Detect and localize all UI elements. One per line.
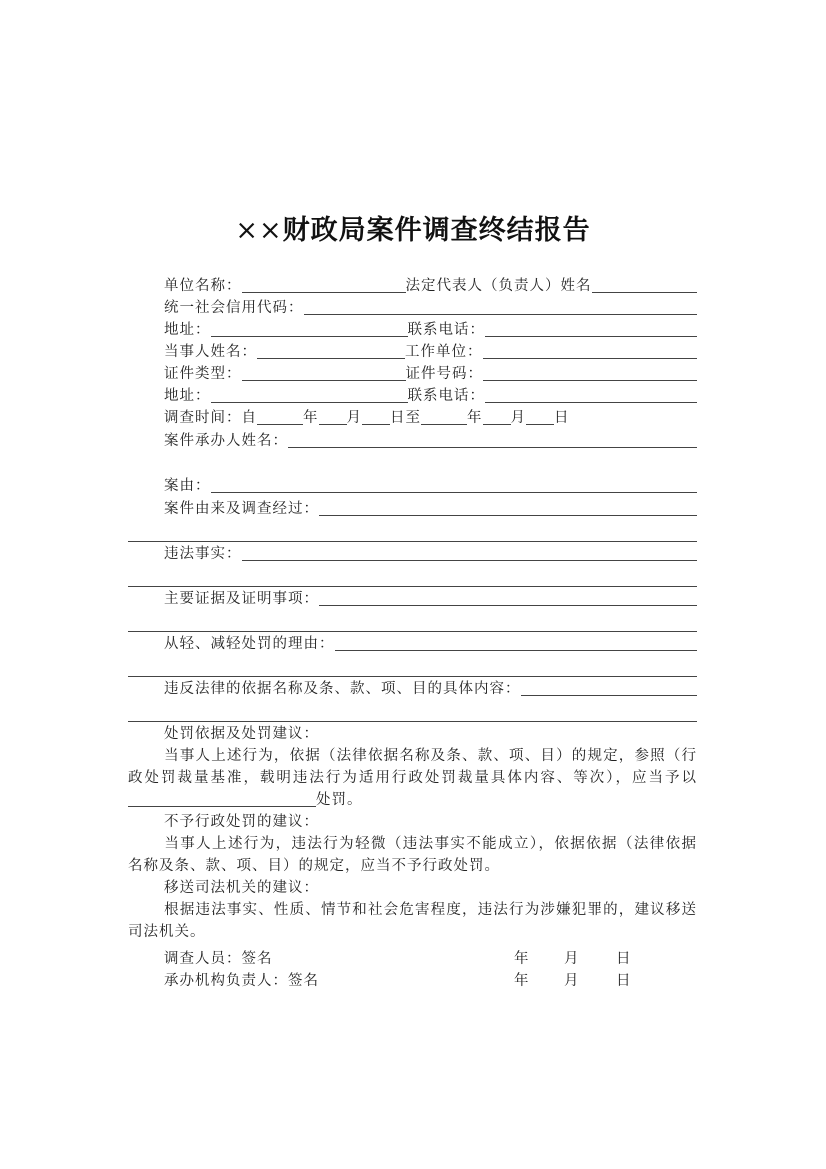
title-prefix: ××	[235, 215, 283, 246]
id-number-label: 证件号码：	[405, 366, 483, 382]
law-basis-label: 违反法律的依据名称及条、款、项、目的具体内容：	[164, 681, 521, 697]
sign-day: 日	[616, 973, 632, 989]
penalty-section	[128, 723, 697, 943]
signature-supervisor	[164, 970, 644, 992]
address2-label: 地址：	[164, 388, 211, 404]
start-year-field[interactable]	[257, 409, 303, 425]
supervisor-sign-label: 承办机构负责人：签名	[164, 973, 319, 989]
work-unit-field[interactable]	[483, 343, 698, 359]
row-illegal-facts	[164, 542, 697, 564]
row-case-cause	[164, 474, 697, 496]
row-address1	[164, 318, 697, 340]
party-name-label: 当事人姓名：	[164, 344, 257, 360]
credit-code-label: 统一社会信用代码：	[164, 300, 304, 316]
row-address2	[164, 384, 697, 406]
evidence-field[interactable]	[319, 590, 697, 606]
sign-day: 日	[616, 951, 632, 967]
row-credit	[164, 296, 697, 318]
row-law-basis	[164, 677, 697, 699]
sign-month: 月	[564, 973, 580, 989]
unit-name-field[interactable]	[242, 277, 406, 293]
mitigation-label: 从轻、减轻处罚的理由：	[164, 636, 335, 652]
law-basis-field[interactable]	[521, 680, 698, 696]
unit-name-label: 单位名称：	[164, 278, 242, 294]
time-label: 调查时间：自	[164, 410, 257, 426]
phone2-label: 联系电话：	[407, 388, 485, 404]
case-cause-label: 案由：	[164, 478, 211, 494]
row-time	[164, 406, 697, 428]
title-main: 财政局案件调查终结报告	[282, 215, 591, 246]
no-penalty-heading: 不予行政处罚的建议：	[164, 814, 319, 830]
end-month-field[interactable]	[483, 409, 511, 425]
sign-year: 年	[514, 973, 530, 989]
illegal-facts-label: 违法事实：	[164, 546, 242, 562]
day-label: 日	[554, 410, 570, 426]
phone1-label: 联系电话：	[407, 322, 485, 338]
phone1-field[interactable]	[485, 321, 697, 337]
case-cause-field[interactable]	[211, 477, 698, 493]
work-unit-label: 工作单位：	[405, 344, 483, 360]
penalty-type-field[interactable]	[128, 791, 316, 807]
start-month-field[interactable]	[319, 409, 347, 425]
handler-label: 案件承办人姓名：	[164, 433, 288, 449]
address1-label: 地址：	[164, 322, 211, 338]
end-day-field[interactable]	[526, 409, 554, 425]
day-to-label: 日至	[390, 410, 421, 426]
illegal-facts-field[interactable]	[242, 545, 698, 561]
row-case-origin	[164, 497, 697, 519]
handler-field[interactable]	[288, 432, 697, 448]
month-label: 月	[346, 410, 362, 426]
id-number-field[interactable]	[483, 365, 697, 381]
address2-field[interactable]	[211, 387, 408, 403]
evidence-label: 主要证据及证明事项：	[164, 591, 319, 607]
row-id	[164, 362, 697, 384]
phone2-field[interactable]	[485, 387, 697, 403]
penalty-heading: 处罚依据及处罚建议：	[164, 726, 319, 742]
signature-investigator	[164, 948, 644, 970]
end-year-field[interactable]	[421, 409, 467, 425]
investigator-sign-label: 调查人员：签名	[164, 951, 273, 967]
page-title	[0, 208, 826, 247]
mitigation-field[interactable]	[335, 635, 698, 651]
year-label: 年	[303, 410, 319, 426]
start-day-field[interactable]	[362, 409, 390, 425]
row-unit	[164, 274, 697, 296]
month-label: 月	[510, 410, 526, 426]
transfer-text: 根据违法事实、性质、情节和社会危害程度，违法行为涉嫌犯罪的，建议移送司法机关。	[128, 902, 697, 940]
year-label: 年	[467, 410, 483, 426]
law-basis-line[interactable]	[128, 721, 697, 722]
legal-rep-field[interactable]	[592, 277, 698, 293]
row-handler	[164, 429, 697, 451]
case-origin-label: 案件由来及调查经过：	[164, 501, 319, 517]
address1-field[interactable]	[211, 321, 408, 337]
id-type-label: 证件类型：	[164, 366, 242, 382]
penalty-text-end: 处罚。	[316, 792, 363, 808]
row-party	[164, 340, 697, 362]
row-evidence	[164, 587, 697, 609]
legal-rep-label: 法定代表人（负责人）姓名	[405, 278, 592, 294]
case-origin-field[interactable]	[319, 500, 697, 516]
sign-year: 年	[514, 951, 530, 967]
penalty-text: 当事人上述行为，依据（法律依据名称及条、款、项、目）的规定，参照（行政处罚裁量基准，载明违法行为适用行政处罚裁量具体内容、等次），应当予以	[128, 748, 697, 786]
credit-code-field[interactable]	[304, 299, 698, 315]
sign-month: 月	[564, 951, 580, 967]
no-penalty-text: 当事人上述行为，违法行为轻微（违法事实不能成立），依据依据（法律依据名称及条、款、项、目）的规定，应当不予行政处罚。	[128, 836, 697, 874]
party-name-field[interactable]	[257, 343, 405, 359]
id-type-field[interactable]	[242, 365, 406, 381]
row-mitigation	[164, 632, 697, 654]
transfer-heading: 移送司法机关的建议：	[164, 880, 319, 896]
